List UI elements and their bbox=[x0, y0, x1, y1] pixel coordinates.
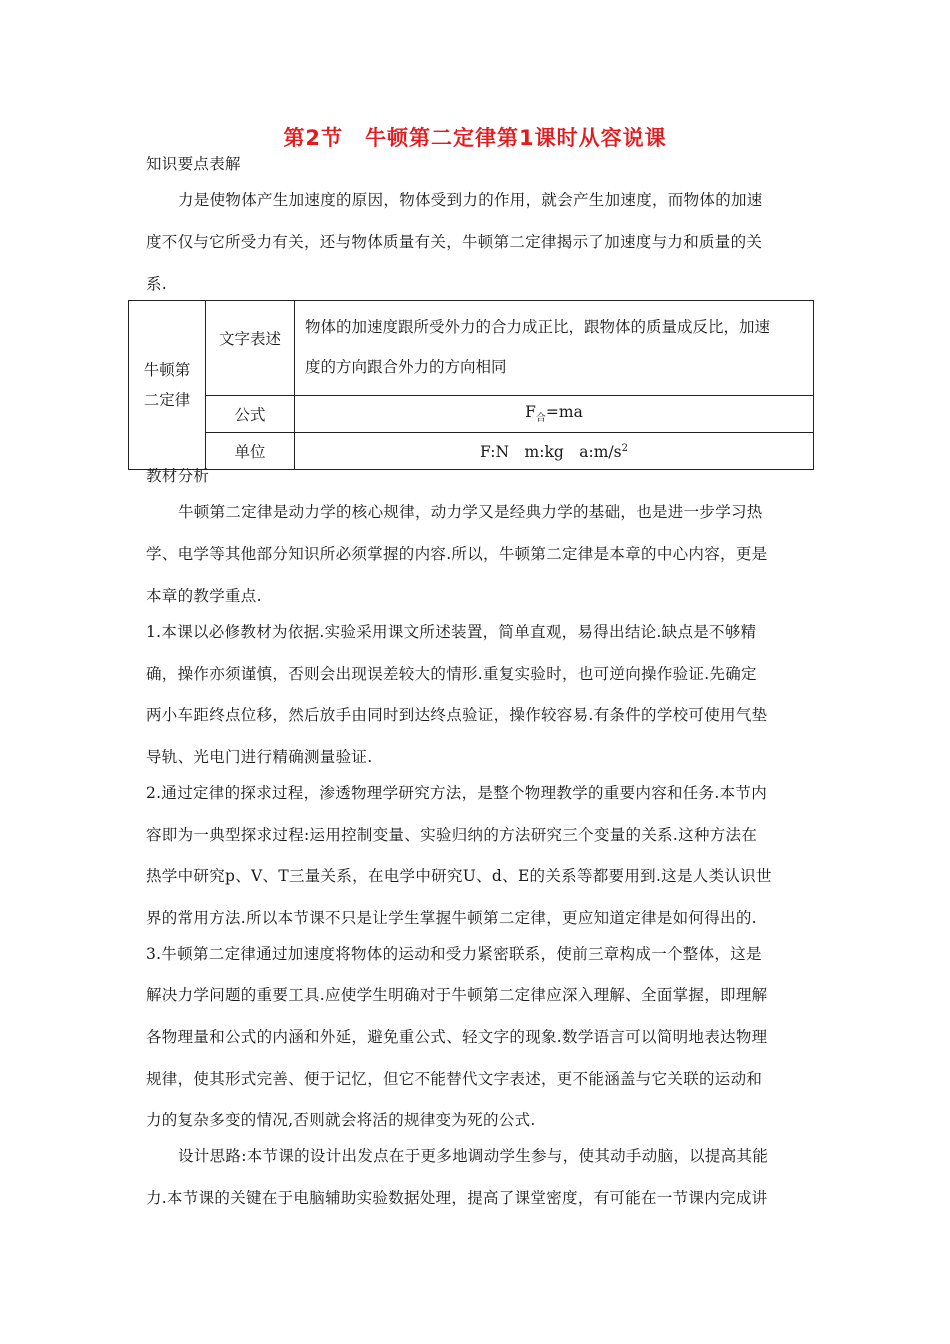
paragraph-line: 牛顿第二定律是动力学的核心规律，动力学又是经典力学的基础，也是进一步学习热 bbox=[178, 503, 763, 521]
table-cell-line: 物体的加速度跟所受外力的合力成正比，跟物体的质量成反比，加速 bbox=[305, 318, 771, 336]
paragraph-line: 力的复杂多变的情况,否则就会将活的规律变为死的公式. bbox=[146, 1111, 536, 1129]
paragraph-line: 2.通过定律的探求过程，渗透物理学研究方法，是整个物理教学的重要内容和任务.本节内 bbox=[146, 784, 768, 802]
paragraph-line: 度不仅与它所受力有关，还与物体质量有关，牛顿第二定律揭示了加速度与力和质量的关 bbox=[146, 233, 763, 251]
table-header-line: 牛顿第 bbox=[143, 361, 191, 379]
paragraph-line: 3.牛顿第二定律通过加速度将物体的运动和受力紧密联系，使前三章构成一个整体，这是 bbox=[146, 945, 762, 963]
formula-rest: =ma bbox=[545, 403, 583, 422]
section-heading-knowledge: 知识要点表解 bbox=[146, 155, 241, 173]
paragraph-line: 各物理量和公式的内涵和外延，避免重公式、轻文字的现象.数学语言可以简明地表达物理 bbox=[146, 1028, 768, 1046]
page-title: 第2节 牛顿第二定律第1课时从容说课 bbox=[283, 126, 667, 150]
paragraph-line: 设计思路:本节课的设计出发点在于更多地调动学生参与，使其动手动脑，以提高其能 bbox=[178, 1147, 769, 1165]
unit-value: F:N m:kg a:m/s bbox=[480, 443, 622, 461]
table-cell-line: 度的方向跟合外力的方向相同 bbox=[305, 358, 507, 376]
newton-law-table bbox=[128, 300, 814, 470]
paragraph-line: 导轨、光电门进行精确测量验证. bbox=[146, 748, 373, 766]
section-heading-analysis: 教材分析 bbox=[146, 467, 210, 485]
paragraph-line: 力.本节课的关键在于电脑辅助实验数据处理，提高了课堂密度，有可能在一节课内完成讲 bbox=[146, 1189, 768, 1207]
formula-f: F bbox=[525, 403, 536, 422]
paragraph-line: 系. bbox=[146, 275, 168, 293]
paragraph-line: 两小车距终点位移，然后放手由同时到达终点验证，操作较容易.有条件的学校可使用气垫 bbox=[146, 706, 768, 724]
table-header-line: 二定律 bbox=[143, 391, 191, 409]
paragraph-line: 规律，使其形式完善、便于记忆，但它不能替代文字表述，更不能涵盖与它关联的运动和 bbox=[146, 1070, 763, 1088]
unit-superscript: 2 bbox=[621, 442, 628, 454]
paragraph-line: 学、电学等其他部分知识所必须掌握的内容.所以，牛顿第二定律是本章的中心内容，更是 bbox=[146, 545, 768, 563]
paragraph-line: 1.本课以必修教材为依据.实验采用课文所述装置，简单直观，易得出结论.缺点是不够精 bbox=[146, 623, 757, 641]
paragraph-line: 界的常用方法.所以本节课不只是让学生掌握牛顿第二定律，更应知道定律是如何得出的. bbox=[146, 909, 757, 927]
paragraph-line: 本章的教学重点. bbox=[146, 587, 262, 605]
paragraph-line: 力是使物体产生加速度的原因，物体受到力的作用，就会产生加速度，而物体的加速 bbox=[178, 191, 763, 209]
paragraph-line: 热学中研究p、V、T三量关系，在电学中研究U、d、E的关系等都要用到.这是人类认识世 bbox=[146, 867, 772, 885]
paragraph-line: 解决力学问题的重要工具.应使学生明确对于牛顿第二定律应深入理解、全面掌握，即理解 bbox=[146, 986, 768, 1004]
table-label-formula: 公式 bbox=[206, 396, 295, 433]
table-row-header bbox=[129, 301, 206, 470]
paragraph-line: 容即为一典型探求过程:运用控制变量、实验归纳的方法研究三个变量的关系.这种方法在 bbox=[146, 826, 758, 844]
table-cell-description bbox=[295, 301, 814, 396]
table-label-unit: 单位 bbox=[206, 433, 295, 470]
formula-subscript: 合 bbox=[535, 413, 546, 425]
table-cell-formula bbox=[295, 396, 814, 433]
table-label-description: 文字表述 bbox=[206, 301, 295, 396]
paragraph-line: 确，操作亦须谨慎，否则会出现误差较大的情形.重复实验时，也可逆向操作验证.先确定 bbox=[146, 665, 757, 683]
